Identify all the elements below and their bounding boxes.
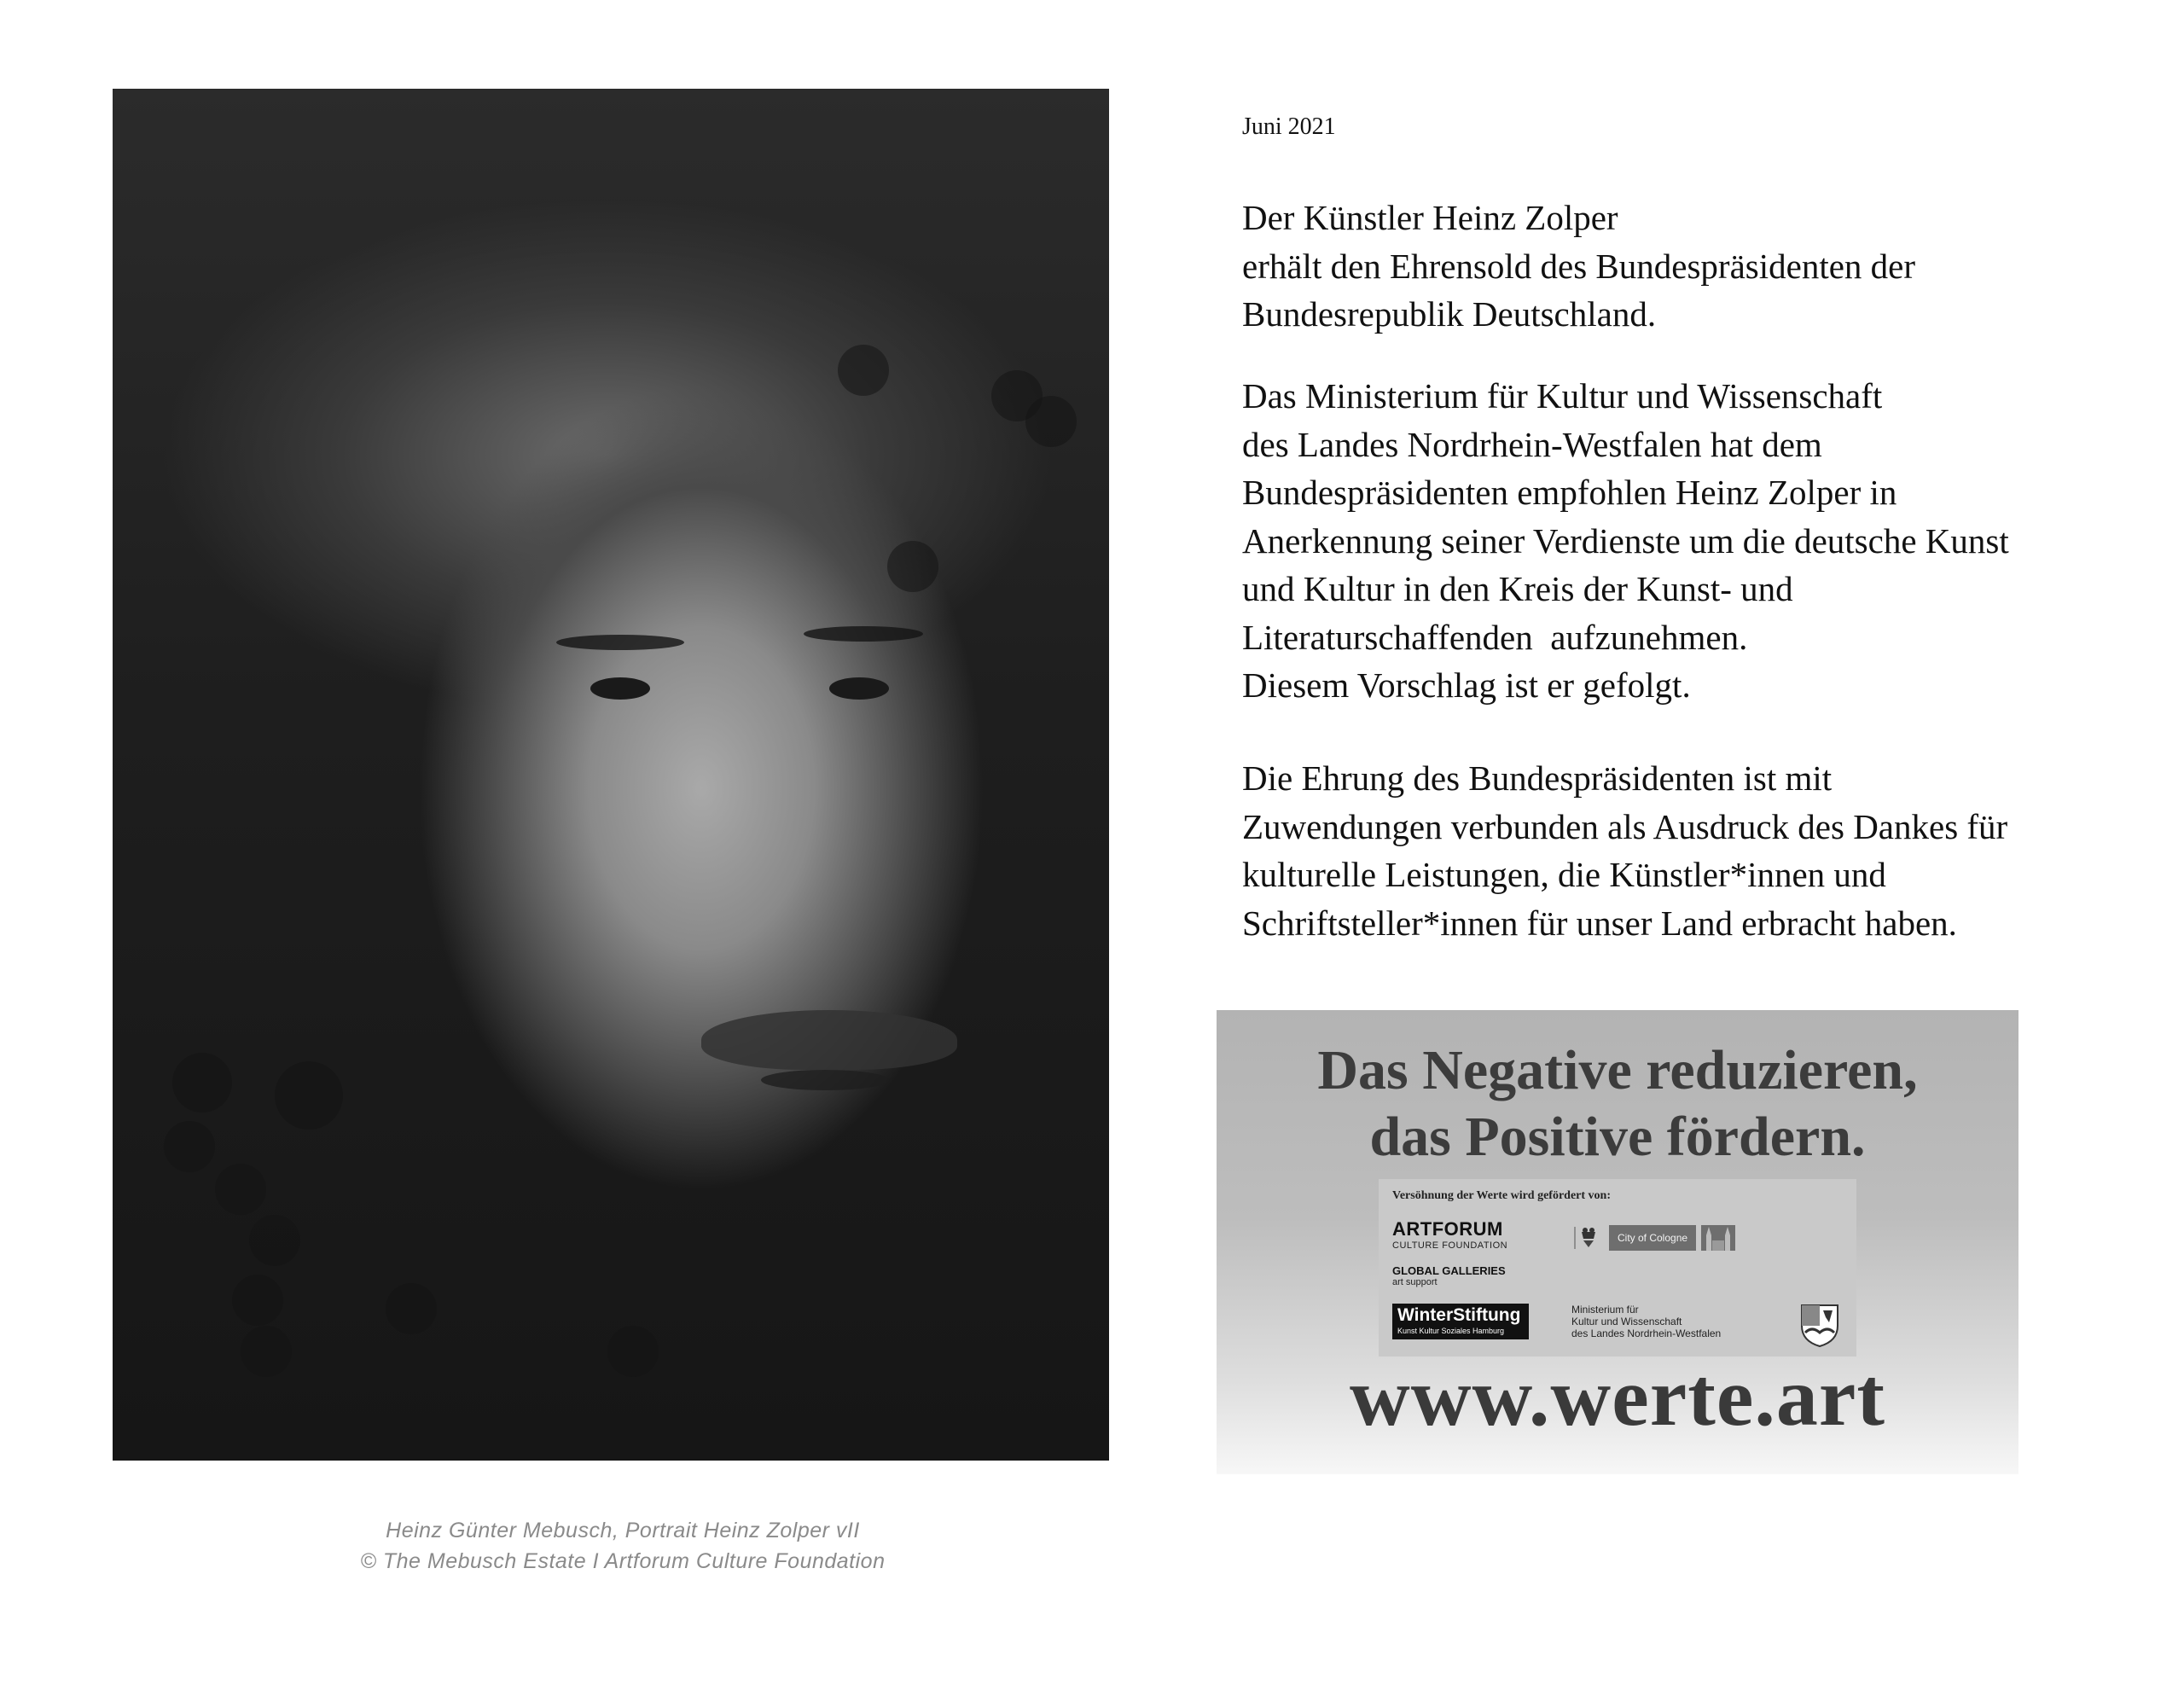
paragraph-line: Bundesrepublik Deutschland. — [1242, 294, 1657, 334]
paragraph-line: Anerkennung seiner Verdienste um die deutsche Kunst — [1242, 520, 2009, 561]
paragraph-line: Schriftsteller*innen für unser Land erbracht haben. — [1242, 903, 1957, 943]
global-galleries-logo — [1392, 1264, 1506, 1287]
paragraph-line: kulturelle Leistungen, die Künstler*innen und — [1242, 855, 1886, 894]
artifact-dot — [249, 1215, 300, 1266]
winterstiftung-logo — [1392, 1304, 1529, 1339]
paragraph-2 — [1242, 372, 2009, 710]
website-url: www.werte.art — [1350, 1351, 1885, 1444]
ministry-line: des Landes Nordrhein-Westfalen — [1571, 1327, 1722, 1339]
winter-sub: Kunst Kultur Soziales Hamburg — [1397, 1327, 1505, 1335]
artifact-dot — [386, 1283, 437, 1334]
global-name: GLOBAL GALLERIES — [1392, 1264, 1506, 1277]
artifact-dot — [164, 1121, 215, 1172]
left-eye — [590, 677, 650, 700]
cologne-cathedral-icon — [1701, 1225, 1735, 1251]
paragraph-line: Der Künstler Heinz Zolper — [1242, 198, 1618, 237]
portrait-caption-line2: © The Mebusch Estate I Artforum Culture Foundation — [360, 1549, 886, 1573]
winter-name: WinterStiftung — [1397, 1305, 1521, 1325]
portrait-photo — [113, 89, 1109, 1461]
artforum-logo — [1392, 1218, 1507, 1251]
portrait-caption-line1: Heinz Günter Mebusch, Portrait Heinz Zolper vII — [386, 1519, 860, 1542]
city-of-cologne-logo — [1573, 1223, 1735, 1252]
paragraph-line: Literaturschaffenden aufzunehmen. — [1242, 617, 1748, 657]
artifact-dot — [172, 1053, 232, 1112]
moustache — [701, 1010, 957, 1070]
slogan-line2: das Positive fördern. — [1369, 1106, 1866, 1168]
artifact-dot — [607, 1326, 659, 1377]
mouth — [761, 1070, 889, 1090]
ministry-line: Kultur und Wissenschaft — [1571, 1316, 1682, 1327]
letter-date: Juni 2021 — [1242, 113, 1336, 140]
werte-banner — [1217, 1010, 2018, 1474]
paragraph-line: Die Ehrung des Bundespräsidenten ist mit — [1242, 758, 1833, 798]
paragraph-line: Diesem Vorschlag ist er gefolgt. — [1242, 665, 1691, 705]
paragraph-1 — [1242, 194, 1915, 339]
paragraph-line: Zuwendungen verbunden als Ausdruck des Dankes für — [1242, 806, 2008, 846]
paragraph-line: Das Ministerium für Kultur und Wissenschaft — [1242, 376, 1883, 415]
right-eye — [829, 677, 889, 700]
artifact-dot — [232, 1275, 283, 1326]
nrw-crest-icon — [1795, 1300, 1844, 1350]
artifact-dot — [887, 541, 938, 592]
artifact-dot — [838, 345, 889, 396]
artforum-sub: CULTURE FOUNDATION — [1392, 1240, 1508, 1251]
left-brow — [556, 635, 684, 650]
artifact-dot — [275, 1061, 343, 1130]
paragraph-line: erhält den Ehrensold des Bundespräsidenten der — [1242, 246, 1916, 286]
artifact-dot — [241, 1326, 292, 1377]
artforum-name: ARTFORUM — [1392, 1218, 1503, 1240]
paragraph-3 — [1242, 754, 2007, 947]
ministry-text — [1571, 1304, 1721, 1339]
paragraph-line: Bundespräsidenten empfohlen Heinz Zolper in — [1242, 473, 1897, 512]
slogan-line1: Das Negative reduzieren, — [1317, 1039, 1918, 1101]
artifact-dot — [1025, 396, 1077, 447]
artifact-dot — [215, 1164, 266, 1215]
right-brow — [804, 626, 923, 642]
paragraph-line: des Landes Nordrhein-Westfalen hat dem — [1242, 424, 1822, 464]
cologne-emblem-icon — [1573, 1225, 1604, 1251]
ministry-line: Ministerium für — [1571, 1304, 1639, 1316]
sponsor-box — [1379, 1179, 1856, 1356]
paragraph-line: und Kultur in den Kreis der Kunst- und — [1242, 569, 1793, 608]
global-sub: art support — [1392, 1277, 1438, 1287]
sponsor-intro: Versöhnung der Werte wird gefördert von: — [1392, 1189, 1611, 1202]
cologne-label: City of Cologne — [1609, 1225, 1696, 1251]
